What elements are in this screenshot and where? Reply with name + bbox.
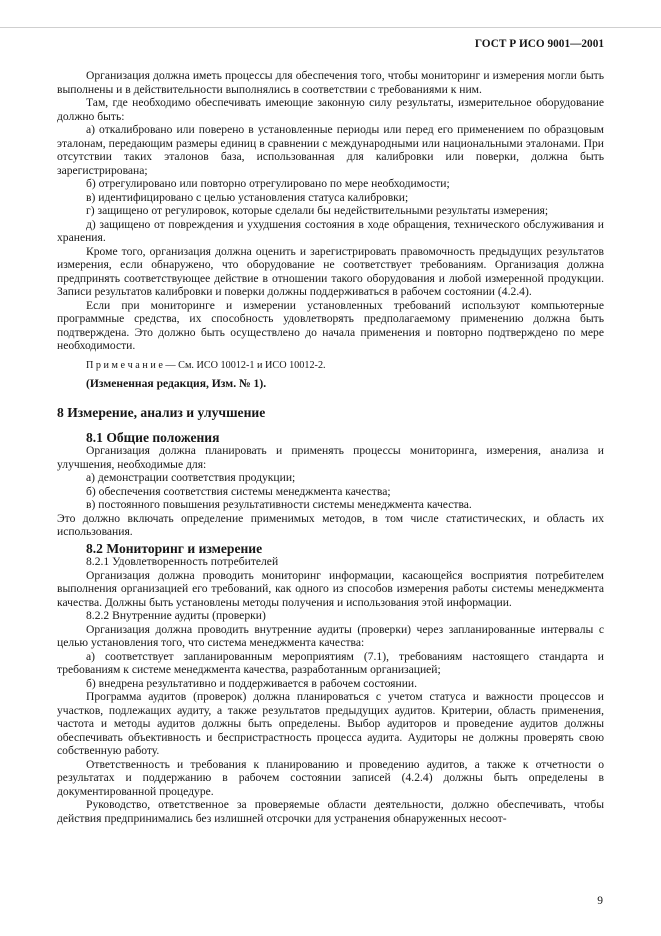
note: П р и м е ч а н и е — См. ИСО 10012-1 и ИСО 10012-2. (86, 359, 326, 371)
list-item-d: д) защищено от повреждения и ухудшения состояния в ходе обращения, технического обслуживания и хранения. (57, 217, 604, 244)
paragraph: Это должно включать определение применимых методов, в том числе статистических, и область их использования. (57, 511, 604, 538)
paragraph: Кроме того, организация должна оценить и зарегистрировать правомочность предыдущих результатов измерения, если обнаружено, что оборудование не соответствует требованиям. Организация должна предпринять соответствующее действие в отношении такого оборудования и любой измеренной продукции. Записи результатов калибровки и поверки должны поддерживаться в рабочем состоянии (4.2.4). (57, 244, 604, 298)
list-item-v: в) постоянного повышения результативности системы менеджмента качества. (86, 498, 472, 511)
paragraph: Организация должна планировать и применять процессы мониторинга, измерения, анализа и улучшения, необходимые для: (57, 444, 604, 471)
subsection-heading-8-1: 8.1 Общие положения (86, 429, 220, 445)
section-heading: 8 Измерение, анализ и улучшение (57, 404, 266, 420)
list-item-g: г) защищено от регулировок, которые сделали бы недействительными результаты измерения; (86, 204, 549, 217)
paragraph: Организация должна проводить внутренние аудиты (проверки) через запланированные интервалы с целью установления того, что система менеджмента качества: (57, 622, 604, 649)
paragraph: Если при мониторинге и измерении установленных требований используют компьютерные программные средства, их способность удовлетворять предполагаемому применению должна быть подтверждена. Это должно быть осуществлено до начала применения и повторно подтверждено по мере необходимости. (57, 298, 604, 352)
amendment-note: (Измененная редакция, Изм. № 1). (86, 377, 267, 390)
clause-heading-8-2-2: 8.2.2 Внутренние аудиты (проверки) (86, 609, 266, 622)
paragraph: Организация должна иметь процессы для обеспечения того, чтобы мониторинг и измерения могли быть выполнены и в действительности выполнялись в соответствии с требованиями к ним. (57, 69, 604, 96)
page-number: 9 (597, 895, 603, 907)
paragraph: Там, где необходимо обеспечивать имеющие законную силу результаты, измерительное оборудование должно быть: (57, 96, 604, 123)
document-body (57, 69, 604, 825)
list-item-b: б) обеспечения соответствия системы менеджмента качества; (86, 484, 391, 498)
paragraph: Ответственность и требования к планированию и проведению аудитов, а также к отчетности о результатах и поддержанию в рабочем состоянии записей (4.2.4) должны быть определены в документированной процедуре. (57, 757, 604, 798)
list-item-v: в) идентифицировано с целью установления статуса калибровки; (86, 190, 409, 204)
list-item-b: б) отрегулировано или повторно отрегулировано по мере необходимости; (86, 177, 450, 190)
list-item-a: а) демонстрации соответствия продукции; (86, 471, 296, 484)
subsection-heading-8-2: 8.2 Мониторинг и измерение (86, 540, 263, 556)
list-item-a: а) соответствует запланированным мероприятиям (7.1), требованиям настоящего стандарта и требованиям к системе менеджмента качества, разработанным организацией; (57, 649, 604, 676)
top-rule (0, 27, 661, 28)
page-footer (597, 895, 603, 907)
paragraph: Программа аудитов (проверок) должна планироваться с учетом статуса и важности процессов и участков, подлежащих аудиту, а также результатов предыдущих аудитов. Критерии, область применения, частота и методы аудитов должны быть определены. Выбор аудиторов и проведение аудитов должны обеспечивать объективность и беспристрастность процесса аудита. Аудиторы не должны проверять свою собственную работу. (57, 690, 604, 757)
page-header (57, 38, 604, 50)
clause-heading-8-2-1: 8.2.1 Удовлетворенность потребителей (86, 555, 279, 568)
document-code: ГОСТ Р ИСО 9001—2001 (474, 38, 604, 50)
list-item-b: б) внедрена результативно и поддерживается в рабочем состоянии. (86, 676, 418, 690)
paragraph: Организация должна проводить мониторинг информации, касающейся восприятия потребителем выполнения организацией его требований, как одного из способов измерения работы системы менеджмента качества. Должны быть установлены методы получения и использования этой информации. (57, 568, 604, 609)
list-item-a: а) откалибровано или поверено в установленные периоды или перед его применением по образцовым эталонам, передающим размеры единиц в сравнении с международными или национальными эталонами. При отсутствии таких эталонов база, использованная для калибровки или поверки, должна быть зарегистрирована; (57, 123, 604, 177)
paragraph: Руководство, ответственное за проверяемые области деятельности, должно обеспечивать, чтобы действия предпринимались без излишней отсрочки для устранения обнаруженных несоот- (57, 798, 604, 825)
